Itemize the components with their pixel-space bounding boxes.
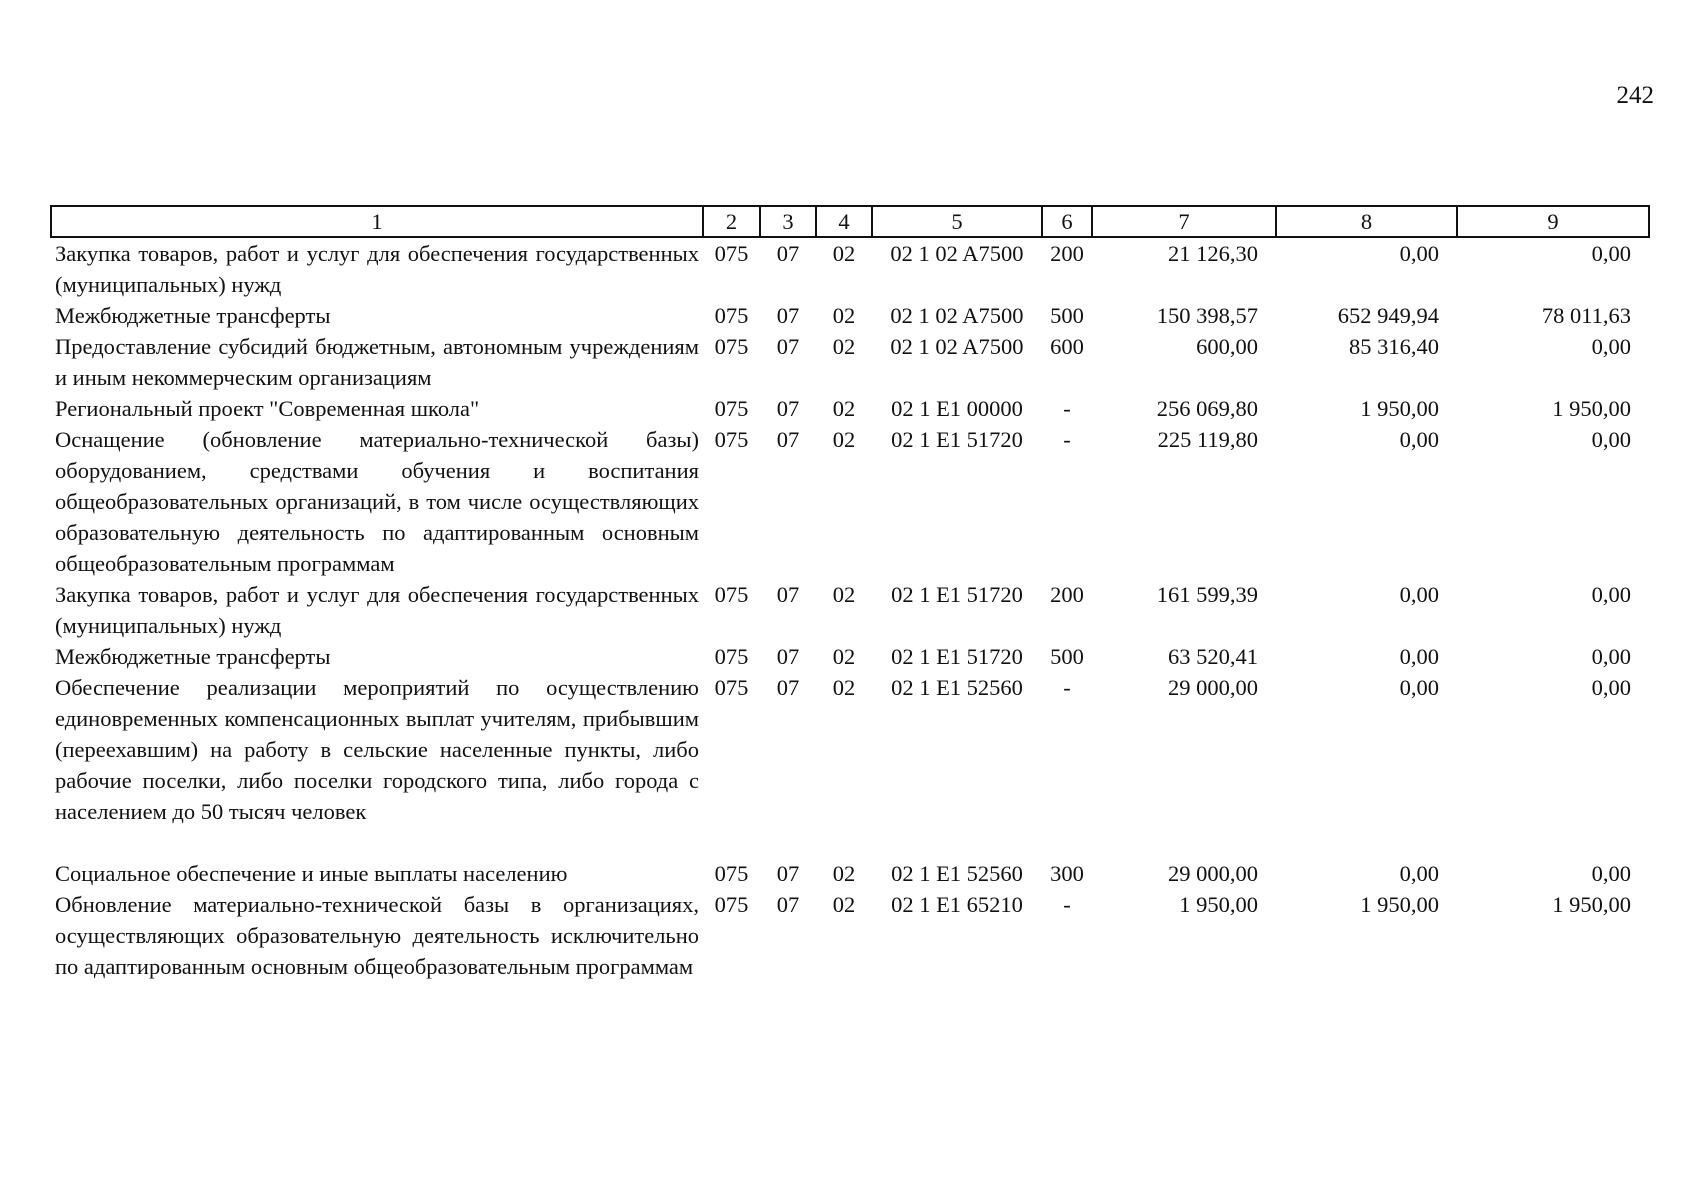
page-number: 242 (1616, 82, 1654, 109)
subsection-code: 02 (832, 334, 856, 359)
header-cell-7: 7 (1092, 206, 1276, 237)
section-code: 07 (776, 892, 800, 917)
table-row (51, 393, 1649, 424)
section-code: 07 (776, 303, 800, 328)
amount-col-7: 63 520,41 (1168, 644, 1258, 669)
target-article-code: 02 1 02 A7500 (890, 334, 1024, 359)
table-row (51, 827, 1649, 889)
section-code: 07 (776, 644, 800, 669)
row-description: Межбюджетные трансферты (55, 644, 331, 669)
ministry-code: 075 (714, 241, 749, 266)
subsection-code: 02 (832, 303, 856, 328)
amount-col-7: 256 069,80 (1156, 396, 1258, 421)
expense-type-code: 200 (1050, 241, 1084, 266)
subsection-code: 02 (832, 396, 856, 421)
amount-col-8: 85 316,40 (1349, 334, 1439, 359)
section-code: 07 (776, 582, 800, 607)
table-row (51, 641, 1649, 672)
row-description: Межбюджетные трансферты (55, 303, 331, 328)
target-article-code: 02 1 E1 52560 (891, 861, 1023, 886)
target-article-code: 02 1 E1 00000 (891, 396, 1023, 421)
ministry-code: 075 (714, 303, 749, 328)
target-article-code: 02 1 02 A7500 (890, 241, 1024, 266)
row-description: Региональный проект "Современная школа" (55, 396, 480, 421)
amount-col-9: 1 950,00 (1552, 396, 1631, 421)
table-body (51, 237, 1649, 982)
amount-col-8: 1 950,00 (1360, 892, 1439, 917)
expense-type-code: 200 (1050, 582, 1084, 607)
section-code: 07 (776, 241, 800, 266)
amount-col-7: 161 599,39 (1156, 582, 1258, 607)
table-row (51, 579, 1649, 641)
expense-type-code: 500 (1050, 303, 1084, 328)
subsection-code: 02 (832, 241, 856, 266)
amount-col-9: 0,00 (1591, 582, 1631, 607)
budget-table (50, 205, 1650, 982)
amount-col-7: 29 000,00 (1168, 861, 1258, 886)
header-cell-1: 1 (51, 206, 703, 237)
amount-col-7: 150 398,57 (1156, 303, 1258, 328)
table-row (51, 331, 1649, 393)
table-row (51, 672, 1649, 827)
section-code: 07 (776, 334, 800, 359)
header-cell-2: 2 (703, 206, 760, 237)
amount-col-9: 0,00 (1591, 861, 1631, 886)
subsection-code: 02 (832, 427, 856, 452)
amount-col-8: 1 950,00 (1360, 396, 1439, 421)
header-cell-4: 4 (816, 206, 872, 237)
header-cell-3: 3 (760, 206, 816, 237)
amount-col-7: 21 126,30 (1168, 241, 1258, 266)
amount-col-7: 1 950,00 (1179, 892, 1258, 917)
row-description: Обновление материально-технической базы в организациях, осуществляющих образовательную деятельность исключительно по адаптированным основным общеобразовательным программам (55, 892, 699, 979)
header-cell-6: 6 (1042, 206, 1092, 237)
amount-col-8: 0,00 (1399, 644, 1439, 669)
table-row (51, 889, 1649, 982)
header-cell-8: 8 (1276, 206, 1457, 237)
amount-col-9: 0,00 (1591, 427, 1631, 452)
amount-col-9: 0,00 (1591, 334, 1631, 359)
amount-col-7: 29 000,00 (1168, 675, 1258, 700)
ministry-code: 075 (714, 644, 749, 669)
table-row (51, 237, 1649, 300)
expense-type-code: 600 (1050, 334, 1084, 359)
row-description: Предоставление субсидий бюджетным, автономным учреждениям и иным некоммерческим организациям (55, 334, 699, 390)
table-row (51, 424, 1649, 579)
expense-type-code: - (1063, 427, 1071, 452)
section-code: 07 (776, 427, 800, 452)
header-cell-5: 5 (872, 206, 1042, 237)
row-description: Обеспечение реализации мероприятий по осуществлению единовременных компенсационных выплат учителям, прибывшим (переехавшим) на работу в сельские населенные пункты, либо рабочие поселки, либо поселки городского типа, либо города с населением до 50 тысяч человек (55, 675, 699, 824)
amount-col-8: 0,00 (1399, 861, 1439, 886)
row-description: Закупка товаров, работ и услуг для обеспечения государственных (муниципальных) нужд (55, 241, 699, 297)
amount-col-7: 225 119,80 (1157, 427, 1258, 452)
subsection-code: 02 (832, 582, 856, 607)
row-description: Социальное обеспечение и иные выплаты населению (55, 861, 568, 886)
expense-type-code: - (1063, 675, 1071, 700)
amount-col-8: 0,00 (1399, 241, 1439, 266)
target-article-code: 02 1 E1 65210 (891, 892, 1023, 917)
ministry-code: 075 (714, 334, 749, 359)
row-description: Закупка товаров, работ и услуг для обеспечения государственных (муниципальных) нужд (55, 582, 699, 638)
header-cell-9: 9 (1457, 206, 1649, 237)
expense-type-code: - (1063, 892, 1071, 917)
target-article-code: 02 1 E1 51720 (891, 427, 1023, 452)
ministry-code: 075 (714, 396, 749, 421)
subsection-code: 02 (832, 892, 856, 917)
header-row (51, 206, 1649, 237)
amount-col-8: 0,00 (1399, 427, 1439, 452)
subsection-code: 02 (832, 675, 856, 700)
expense-type-code: 300 (1050, 861, 1084, 886)
amount-col-9: 78 011,63 (1541, 303, 1631, 328)
target-article-code: 02 1 E1 52560 (891, 675, 1023, 700)
amount-col-9: 0,00 (1591, 644, 1631, 669)
amount-col-9: 1 950,00 (1552, 892, 1631, 917)
row-description: Оснащение (обновление материально-технической базы) оборудованием, средствами обучения и воспитания общеобразовательных организаций, в том числе осуществляющих образовательную деятельность по адаптированным основным общеобразовательным программам (55, 427, 699, 576)
expense-type-code: 500 (1050, 644, 1084, 669)
amount-col-9: 0,00 (1591, 241, 1631, 266)
table-header (51, 206, 1649, 237)
ministry-code: 075 (714, 861, 749, 886)
table-row (51, 300, 1649, 331)
target-article-code: 02 1 02 A7500 (890, 303, 1024, 328)
ministry-code: 075 (714, 427, 749, 452)
section-code: 07 (776, 396, 800, 421)
ministry-code: 075 (714, 892, 749, 917)
amount-col-8: 0,00 (1399, 675, 1439, 700)
target-article-code: 02 1 E1 51720 (891, 582, 1023, 607)
amount-col-7: 600,00 (1196, 334, 1258, 359)
subsection-code: 02 (832, 861, 856, 886)
amount-col-8: 0,00 (1399, 582, 1439, 607)
amount-col-9: 0,00 (1591, 675, 1631, 700)
section-code: 07 (776, 675, 800, 700)
amount-col-8: 652 949,94 (1337, 303, 1439, 328)
target-article-code: 02 1 E1 51720 (891, 644, 1023, 669)
section-code: 07 (776, 861, 800, 886)
subsection-code: 02 (832, 644, 856, 669)
expense-type-code: - (1063, 396, 1071, 421)
ministry-code: 075 (714, 675, 749, 700)
ministry-code: 075 (714, 582, 749, 607)
